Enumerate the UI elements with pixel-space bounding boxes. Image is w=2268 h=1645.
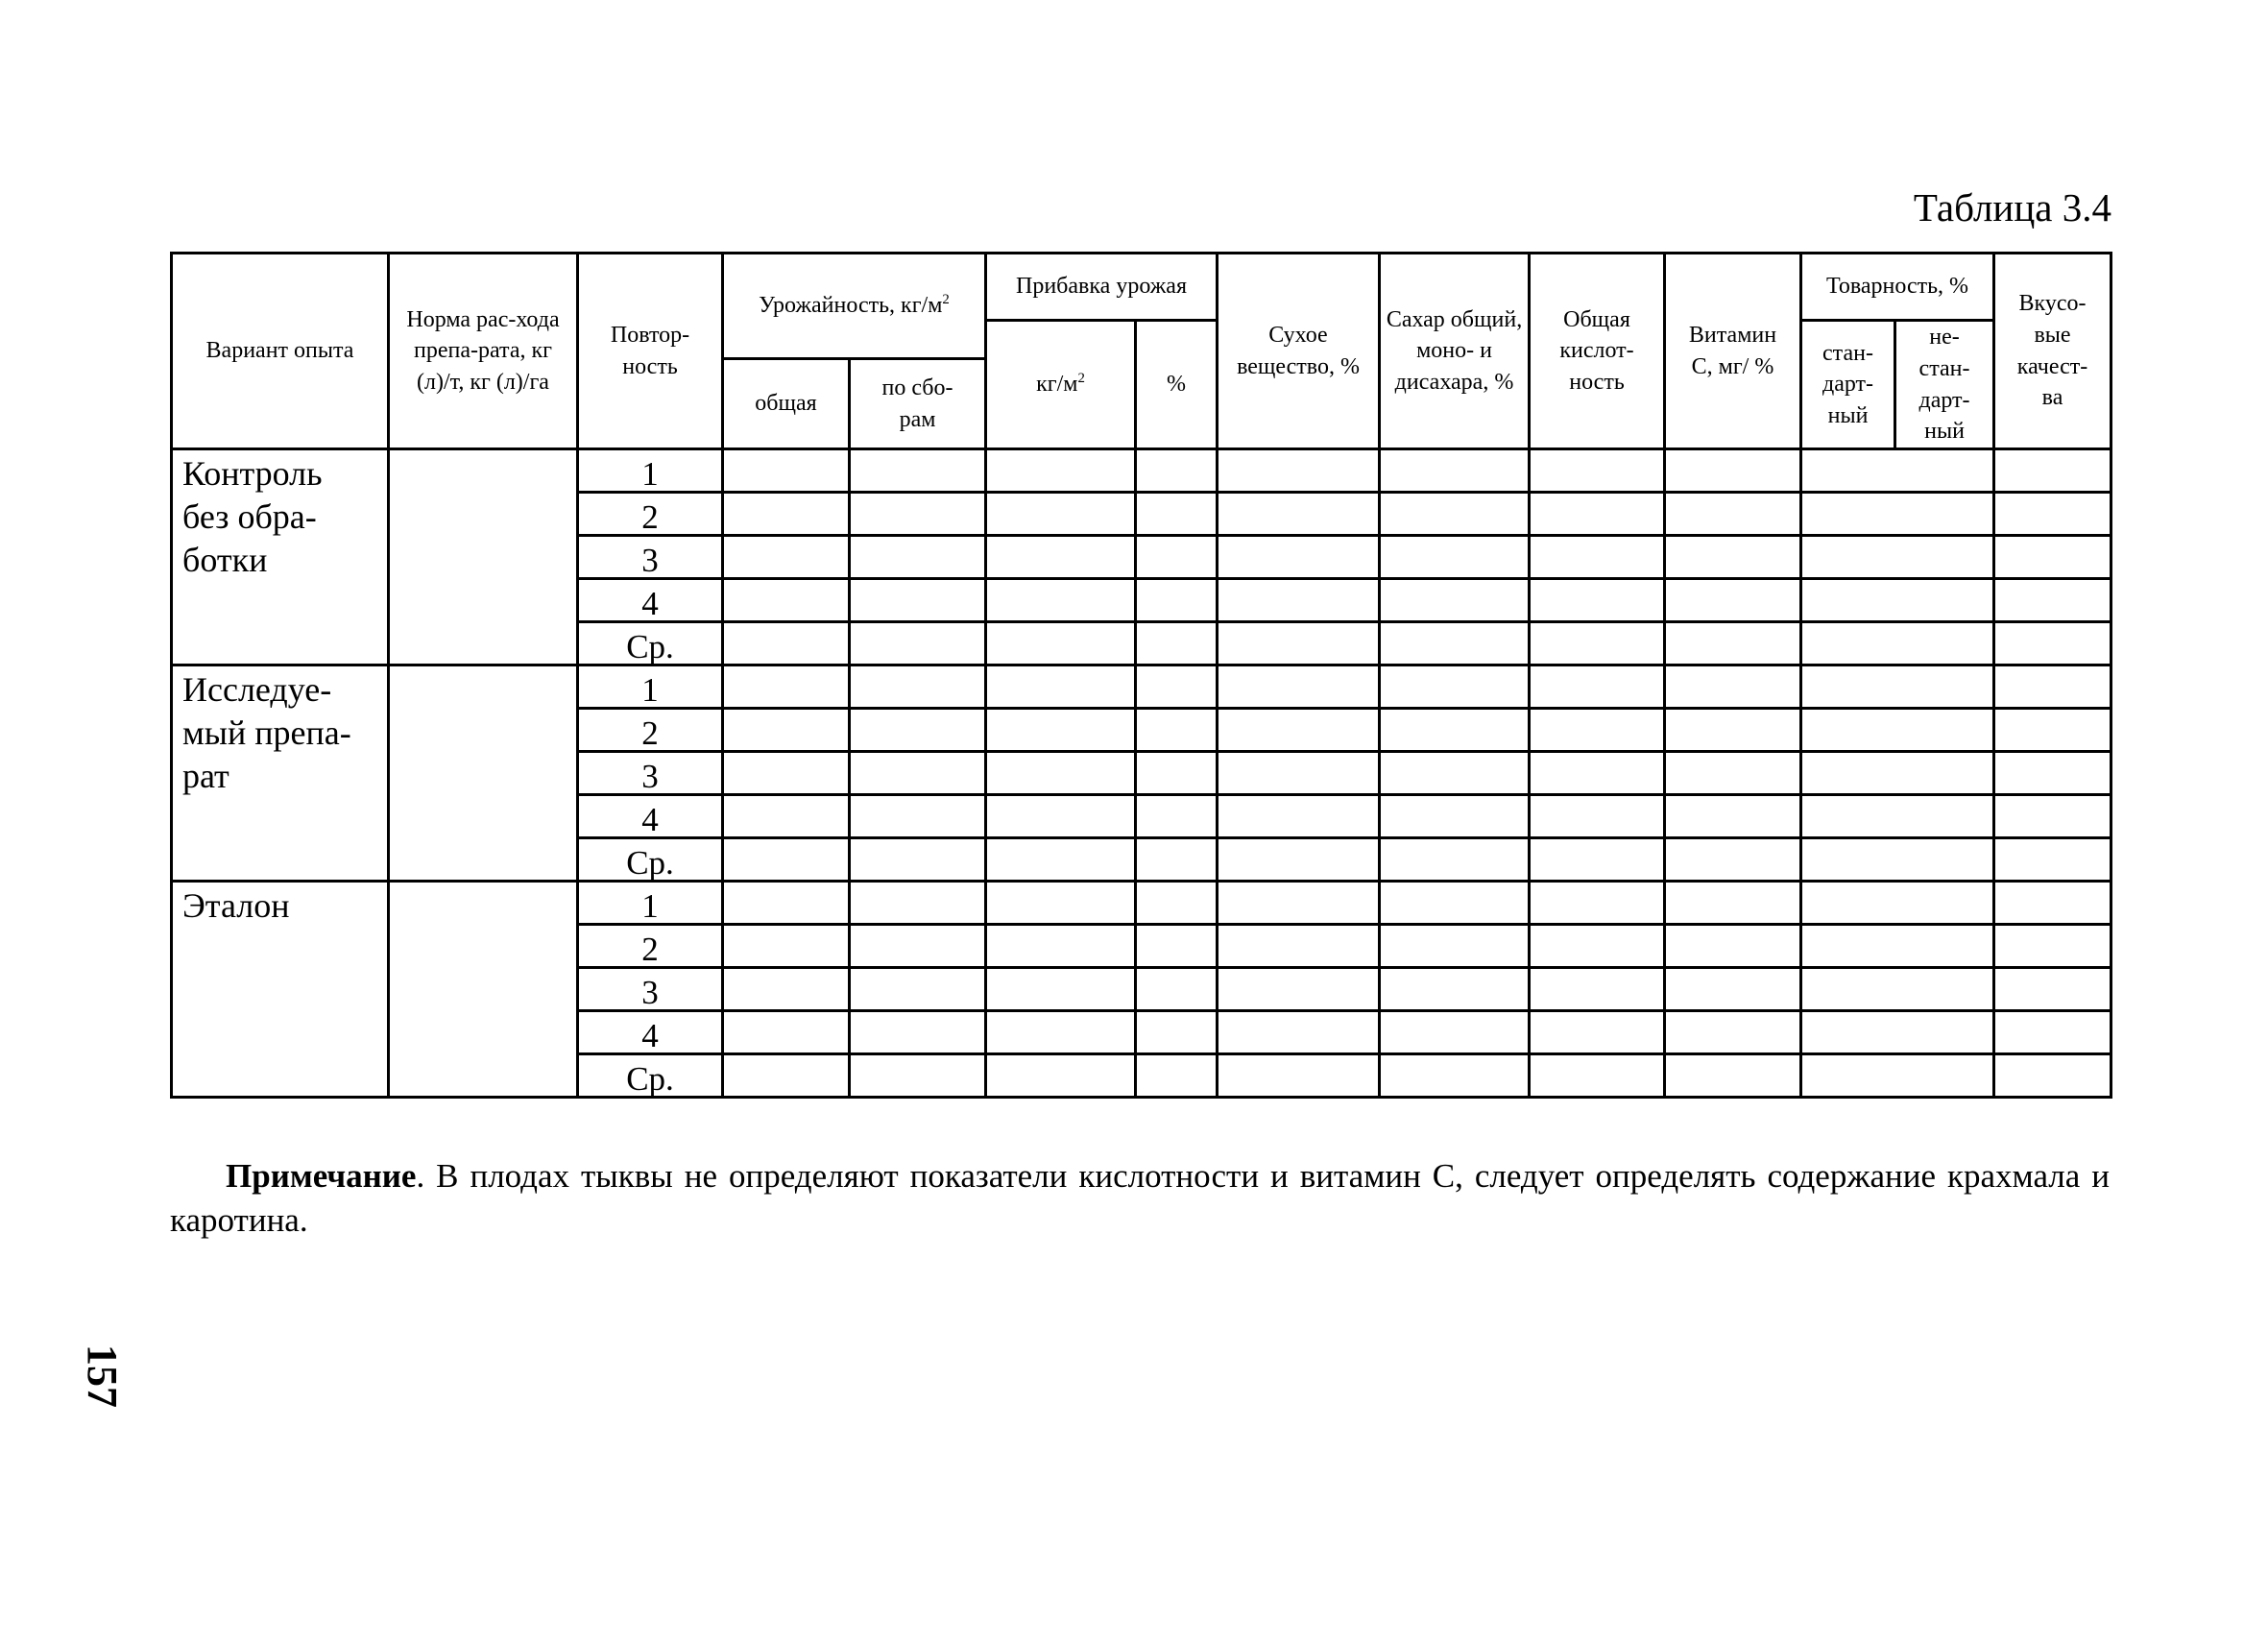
repeat-cell: 1 xyxy=(578,882,723,925)
header-increase-pct: % xyxy=(1136,321,1218,449)
empty-cell xyxy=(1218,449,1380,493)
empty-cell xyxy=(1994,795,2111,838)
empty-cell xyxy=(1665,622,1801,665)
empty-cell xyxy=(1218,882,1380,925)
empty-cell xyxy=(850,709,986,752)
empty-cell xyxy=(1530,665,1665,709)
empty-cell xyxy=(850,795,986,838)
repeat-cell: 2 xyxy=(578,709,723,752)
empty-cell xyxy=(850,622,986,665)
repeat-cell: 2 xyxy=(578,493,723,536)
empty-cell xyxy=(1136,622,1218,665)
empty-cell xyxy=(1380,579,1530,622)
empty-cell xyxy=(986,1054,1136,1098)
repeat-cell: Ср. xyxy=(578,838,723,882)
empty-cell xyxy=(1380,665,1530,709)
empty-cell xyxy=(1801,709,1994,752)
empty-cell xyxy=(986,709,1136,752)
empty-cell xyxy=(1218,536,1380,579)
empty-cell xyxy=(850,838,986,882)
header-increase-kg-sup: 2 xyxy=(1077,371,1085,387)
empty-cell xyxy=(1801,1011,1994,1054)
empty-cell xyxy=(1530,795,1665,838)
empty-cell xyxy=(1218,795,1380,838)
empty-cell xyxy=(1136,493,1218,536)
empty-cell xyxy=(1530,838,1665,882)
empty-cell xyxy=(986,882,1136,925)
header-marketability: Товарность, % xyxy=(1801,254,1994,321)
empty-cell xyxy=(1530,536,1665,579)
empty-cell xyxy=(1801,493,1994,536)
empty-cell xyxy=(1994,752,2111,795)
empty-cell xyxy=(1218,622,1380,665)
note-paragraph xyxy=(170,1154,2110,1243)
header-standard: стан-дарт-ный xyxy=(1801,321,1895,449)
header-repeat: Повтор-ность xyxy=(578,254,723,449)
header-variant: Вариант опыта xyxy=(172,254,389,449)
empty-cell xyxy=(986,665,1136,709)
empty-cell xyxy=(1218,709,1380,752)
empty-cell xyxy=(986,968,1136,1011)
empty-cell xyxy=(1530,925,1665,968)
empty-cell xyxy=(1665,838,1801,882)
empty-cell xyxy=(1380,1011,1530,1054)
note-text: . В плодах тыквы не определяют показатели кислотности и витамин С, следует определять содержание крахмала и каротина. xyxy=(170,1157,2110,1240)
empty-cell xyxy=(1218,925,1380,968)
empty-cell xyxy=(1994,449,2111,493)
header-taste: Вкусо-вые качест-ва xyxy=(1994,254,2111,449)
empty-cell xyxy=(850,665,986,709)
empty-cell xyxy=(1801,579,1994,622)
empty-cell xyxy=(1801,882,1994,925)
empty-cell xyxy=(1380,622,1530,665)
empty-cell xyxy=(986,622,1136,665)
data-table xyxy=(170,252,2112,1099)
empty-cell xyxy=(1801,536,1994,579)
empty-cell xyxy=(1801,1054,1994,1098)
empty-cell xyxy=(1801,838,1994,882)
header-nonstandard: не-стан-дарт-ный xyxy=(1895,321,1994,449)
empty-cell xyxy=(1136,449,1218,493)
empty-cell xyxy=(1530,449,1665,493)
header-yield-label: Урожайность, кг/м xyxy=(759,293,943,319)
repeat-cell: Ср. xyxy=(578,1054,723,1098)
empty-cell xyxy=(1136,1011,1218,1054)
norm-cell xyxy=(389,882,578,1098)
empty-cell xyxy=(1380,752,1530,795)
empty-cell xyxy=(723,579,850,622)
empty-cell xyxy=(1136,752,1218,795)
repeat-cell: 4 xyxy=(578,795,723,838)
empty-cell xyxy=(1665,449,1801,493)
empty-cell xyxy=(1136,968,1218,1011)
empty-cell xyxy=(1665,536,1801,579)
empty-cell xyxy=(723,925,850,968)
empty-cell xyxy=(1665,795,1801,838)
empty-cell xyxy=(723,838,850,882)
empty-cell xyxy=(723,536,850,579)
empty-cell xyxy=(1136,838,1218,882)
empty-cell xyxy=(1380,795,1530,838)
empty-cell xyxy=(1136,709,1218,752)
empty-cell xyxy=(1380,449,1530,493)
variant-cell: Эталон xyxy=(172,882,389,1098)
header-vitamin: Витамин С, мг/ % xyxy=(1665,254,1801,449)
empty-cell xyxy=(1380,1054,1530,1098)
empty-cell xyxy=(1380,536,1530,579)
table-body xyxy=(172,449,2111,1098)
empty-cell xyxy=(723,752,850,795)
empty-cell xyxy=(1994,1011,2111,1054)
empty-cell xyxy=(1530,709,1665,752)
empty-cell xyxy=(723,622,850,665)
empty-cell xyxy=(723,493,850,536)
empty-cell xyxy=(1801,968,1994,1011)
empty-cell xyxy=(1665,1054,1801,1098)
empty-cell xyxy=(1136,665,1218,709)
empty-cell xyxy=(1665,665,1801,709)
table-row xyxy=(172,665,2111,709)
header-yield-by-harvest: по сбо-рам xyxy=(850,359,986,449)
empty-cell xyxy=(1136,925,1218,968)
empty-cell xyxy=(1218,1011,1380,1054)
header-increase-kg-label: кг/м xyxy=(1036,372,1078,398)
header-yield-total: общая xyxy=(723,359,850,449)
repeat-cell: Ср. xyxy=(578,622,723,665)
empty-cell xyxy=(1380,493,1530,536)
empty-cell xyxy=(1994,493,2111,536)
empty-cell xyxy=(850,1054,986,1098)
repeat-cell: 3 xyxy=(578,536,723,579)
empty-cell xyxy=(986,536,1136,579)
empty-cell xyxy=(1136,882,1218,925)
norm-cell xyxy=(389,449,578,665)
empty-cell xyxy=(1530,1011,1665,1054)
empty-cell xyxy=(1380,882,1530,925)
empty-cell xyxy=(850,493,986,536)
empty-cell xyxy=(1665,925,1801,968)
repeat-cell: 3 xyxy=(578,968,723,1011)
note-label: Примечание xyxy=(226,1157,417,1195)
header-sugar: Сахар общий, моно- и дисахара, % xyxy=(1380,254,1530,449)
empty-cell xyxy=(850,925,986,968)
header-increase-kg xyxy=(986,321,1136,449)
empty-cell xyxy=(986,838,1136,882)
empty-cell xyxy=(1994,882,2111,925)
empty-cell xyxy=(1530,579,1665,622)
empty-cell xyxy=(1218,493,1380,536)
empty-cell xyxy=(723,665,850,709)
header-yield xyxy=(723,254,986,359)
empty-cell xyxy=(1994,925,2111,968)
empty-cell xyxy=(1136,536,1218,579)
empty-cell xyxy=(723,1011,850,1054)
empty-cell xyxy=(723,968,850,1011)
empty-cell xyxy=(1136,795,1218,838)
variant-cell: Контроль без обра-ботки xyxy=(172,449,389,665)
empty-cell xyxy=(1665,1011,1801,1054)
empty-cell xyxy=(1801,449,1994,493)
empty-cell xyxy=(1380,968,1530,1011)
empty-cell xyxy=(986,925,1136,968)
variant-cell: Исследуе-мый препа-рат xyxy=(172,665,389,882)
header-increase: Прибавка урожая xyxy=(986,254,1218,321)
empty-cell xyxy=(1994,1054,2111,1098)
empty-cell xyxy=(1994,536,2111,579)
empty-cell xyxy=(1801,925,1994,968)
empty-cell xyxy=(1994,709,2111,752)
empty-cell xyxy=(850,536,986,579)
empty-cell xyxy=(1218,665,1380,709)
header-yield-sup: 2 xyxy=(942,292,950,308)
header-acidity: Общая кислот-ность xyxy=(1530,254,1665,449)
empty-cell xyxy=(986,752,1136,795)
empty-cell xyxy=(986,795,1136,838)
norm-cell xyxy=(389,665,578,882)
empty-cell xyxy=(723,449,850,493)
repeat-cell: 4 xyxy=(578,1011,723,1054)
empty-cell xyxy=(1665,579,1801,622)
empty-cell xyxy=(1665,493,1801,536)
header-dry-matter: Сухое вещество, % xyxy=(1218,254,1380,449)
empty-cell xyxy=(1530,493,1665,536)
empty-cell xyxy=(723,882,850,925)
empty-cell xyxy=(1801,622,1994,665)
empty-cell xyxy=(1801,665,1994,709)
empty-cell xyxy=(986,493,1136,536)
empty-cell xyxy=(986,449,1136,493)
empty-cell xyxy=(1218,752,1380,795)
empty-cell xyxy=(723,1054,850,1098)
empty-cell xyxy=(850,579,986,622)
empty-cell xyxy=(1218,838,1380,882)
empty-cell xyxy=(1530,622,1665,665)
empty-cell xyxy=(1218,968,1380,1011)
empty-cell xyxy=(850,968,986,1011)
empty-cell xyxy=(1380,838,1530,882)
empty-cell xyxy=(1994,622,2111,665)
empty-cell xyxy=(1136,579,1218,622)
empty-cell xyxy=(1380,709,1530,752)
empty-cell xyxy=(986,1011,1136,1054)
repeat-cell: 1 xyxy=(578,449,723,493)
page-number: 157 xyxy=(79,1344,126,1408)
empty-cell xyxy=(1530,968,1665,1011)
empty-cell xyxy=(1665,709,1801,752)
table-row xyxy=(172,449,2111,493)
empty-cell xyxy=(850,882,986,925)
empty-cell xyxy=(850,1011,986,1054)
repeat-cell: 4 xyxy=(578,579,723,622)
empty-cell xyxy=(723,709,850,752)
empty-cell xyxy=(1801,795,1994,838)
empty-cell xyxy=(1994,838,2111,882)
empty-cell xyxy=(1665,968,1801,1011)
empty-cell xyxy=(1530,1054,1665,1098)
table-caption: Таблица 3.4 xyxy=(1913,185,2111,230)
empty-cell xyxy=(1665,752,1801,795)
repeat-cell: 2 xyxy=(578,925,723,968)
empty-cell xyxy=(1994,968,2111,1011)
empty-cell xyxy=(1801,752,1994,795)
empty-cell xyxy=(850,449,986,493)
repeat-cell: 3 xyxy=(578,752,723,795)
empty-cell xyxy=(1530,882,1665,925)
empty-cell xyxy=(1218,1054,1380,1098)
empty-cell xyxy=(986,579,1136,622)
empty-cell xyxy=(1994,579,2111,622)
empty-cell xyxy=(1994,665,2111,709)
empty-cell xyxy=(1530,752,1665,795)
empty-cell xyxy=(1136,1054,1218,1098)
repeat-cell: 1 xyxy=(578,665,723,709)
empty-cell xyxy=(723,795,850,838)
table-row xyxy=(172,882,2111,925)
empty-cell xyxy=(1665,882,1801,925)
empty-cell xyxy=(1218,579,1380,622)
empty-cell xyxy=(1380,925,1530,968)
empty-cell xyxy=(850,752,986,795)
header-norm: Норма рас-хода препа-рата, кг (л)/т, кг (л)/га xyxy=(389,254,578,449)
